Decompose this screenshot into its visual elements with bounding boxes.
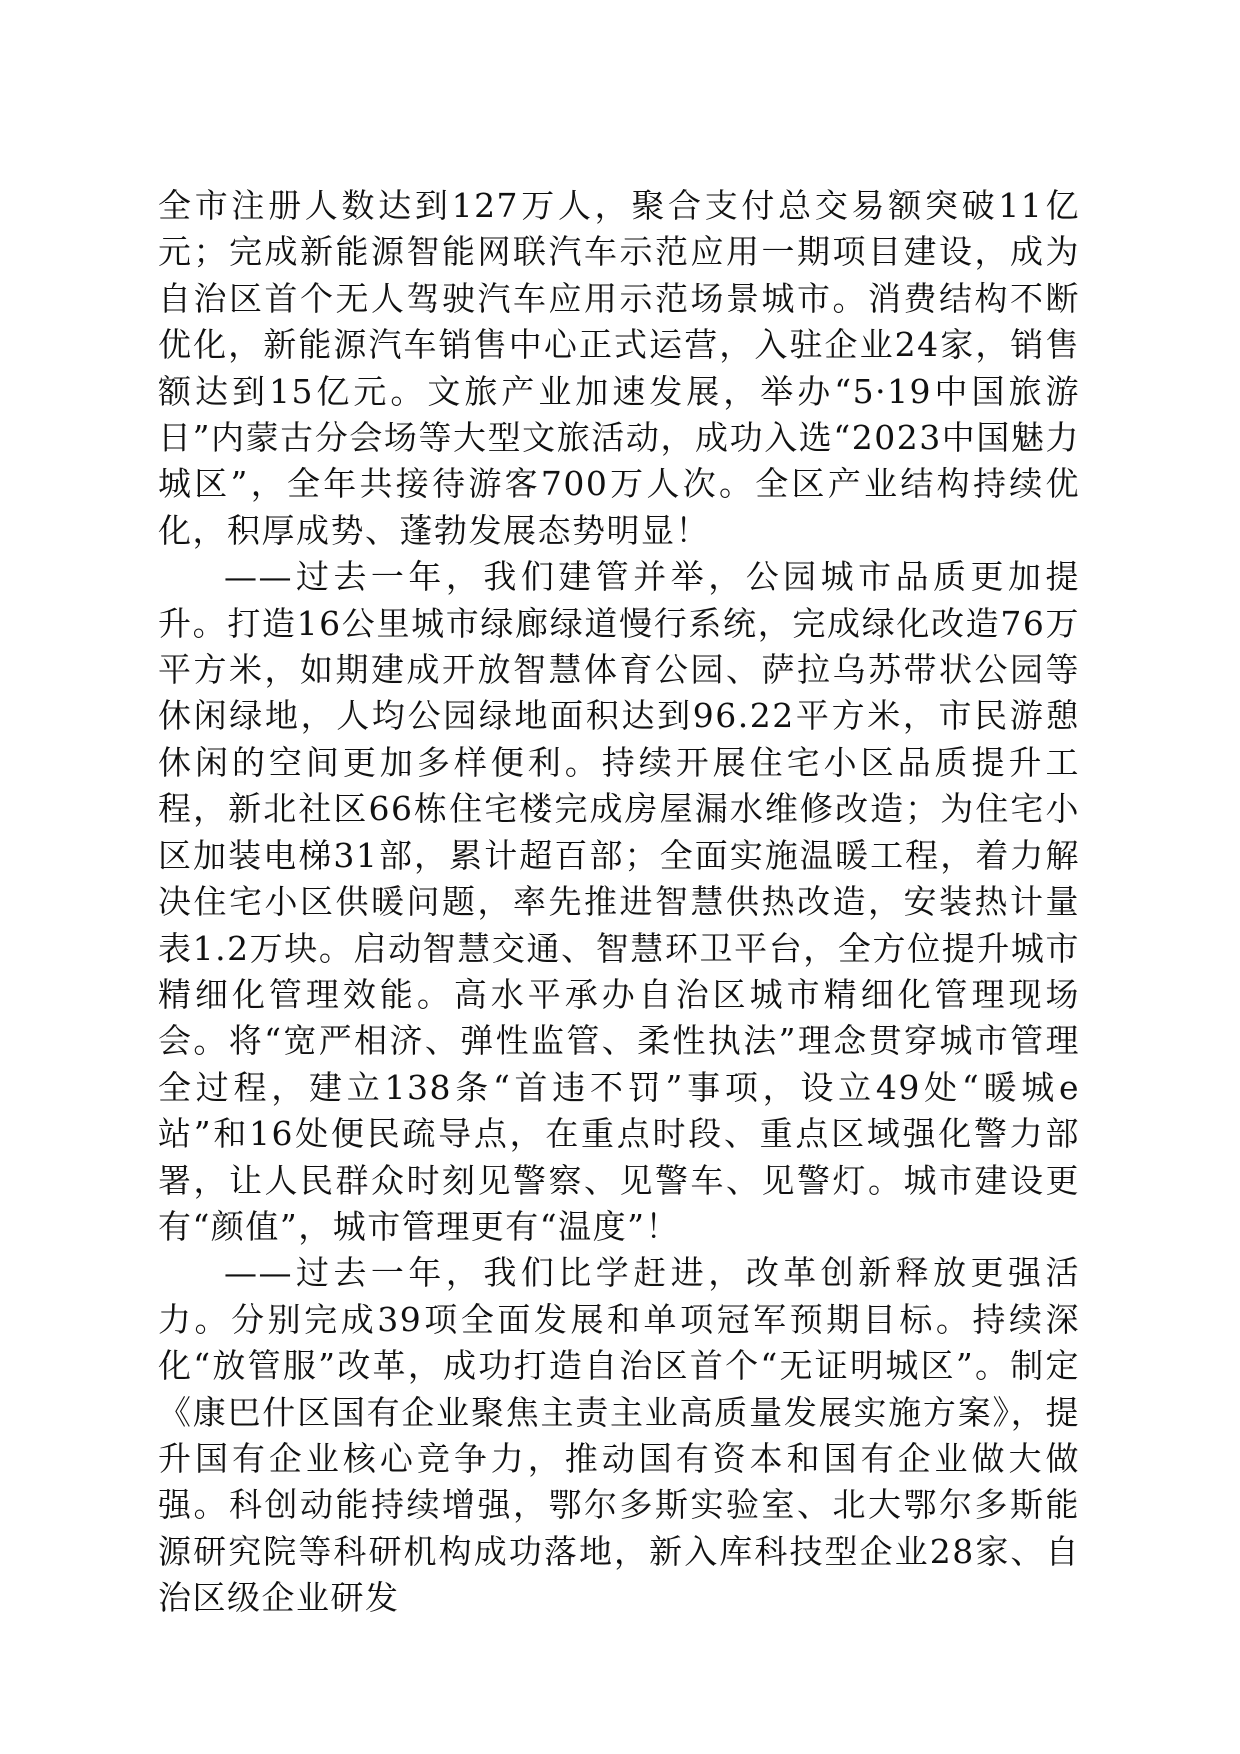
paragraph-1: 全市注册人数达到127万人，聚合支付总交易额突破11亿元；完成新能源智能网联汽车示范应用一期项目建设，成为自治区首个无人驾驶汽车应用示范场景城市。消费结构不断优化，新能源汽车销售中心正式运营，入驻企业24家，销售额达到15亿元。文旅产业加速发展，举办“5·19中国旅游日”内蒙古分会场等大型文旅活动，成功入选“2023中国魅力城区”，全年共接待游客700万人次。全区产业结构持续优化，积厚成势、蓬勃发展态势明显！ xyxy=(158,186,1080,550)
paragraph-2: ——过去一年，我们建管并举，公园城市品质更加提升。打造16公里城市绿廊绿道慢行系统，完成绿化改造76万平方米，如期建成开放智慧体育公园、萨拉乌苏带状公园等休闲绿地，人均公园绿地面积达到96.22平方米，市民游憩休闲的空间更加多样便利。持续开展住宅小区品质提升工程，新北社区66栋住宅楼完成房屋漏水维修改造；为住宅小区加装电梯31部，累计超百部；全面实施温暖工程，着力解决住宅小区供暖问题，率先推进智慧供热改造，安装热计量表1.2万块。启动智慧交通、智慧环卫平台，全方位提升城市精细化管理效能。高水平承办自治区城市精细化管理现场会。将“宽严相济、弹性监管、柔性执法”理念贯穿城市管理全过程，建立138条“首违不罚”事项，设立49处“暖城e站”和16处便民疏导点，在重点时段、重点区域强化警力部署，让人民群众时刻见警察、见警车、见警灯。城市建设更有“颜值”，城市管理更有“温度”！ xyxy=(158,557,1080,1246)
paragraph-3: ——过去一年，我们比学赶进，改革创新释放更强活力。分别完成39项全面发展和单项冠军预期目标。持续深化“放管服”改革，成功打造自治区首个“无证明城区”。制定《康巴什区国有企业聚焦主责主业高质量发展实施方案》，提升国有企业核心竞争力，推动国有资本和国有企业做大做强。科创动能持续增强，鄂尔多斯实验室、北大鄂尔多斯能源研究院等科研机构成功落地，新入库科技型企业28家、自治区级企业研发 xyxy=(158,1253,1080,1618)
document-page xyxy=(158,183,1080,1622)
